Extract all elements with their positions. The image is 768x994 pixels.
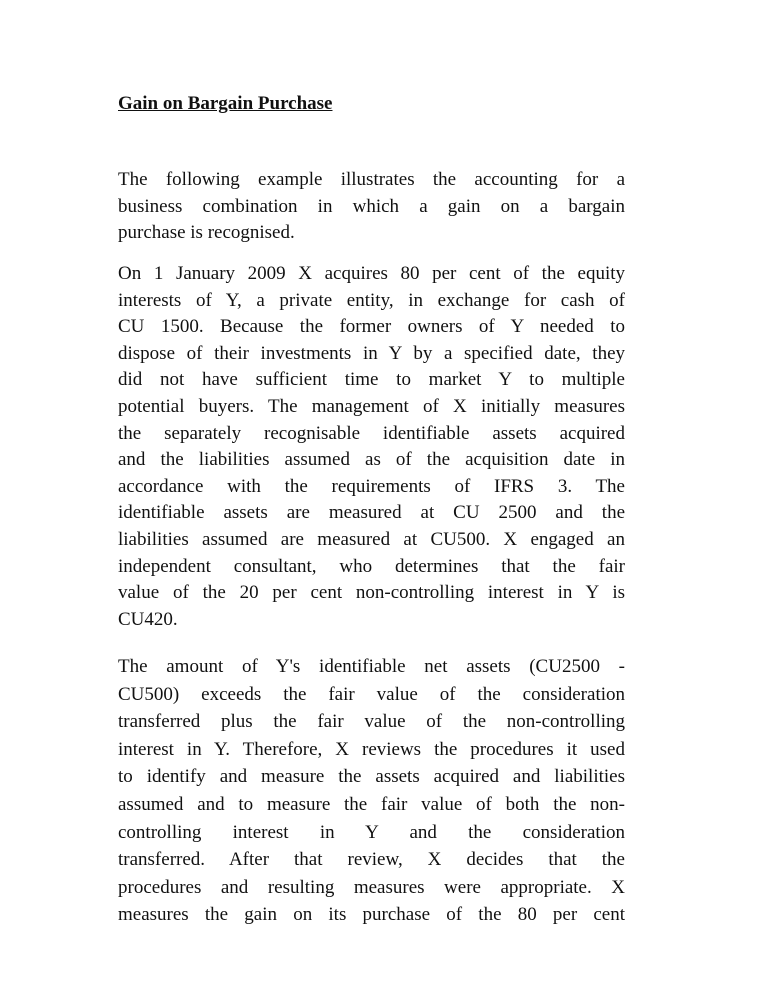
text-line: value of the 20 per cent non-controlling interest in Y is <box>118 582 625 604</box>
text-line: procedures and resulting measures were appropriate. X <box>118 876 625 898</box>
text-line: purchase is recognised. <box>118 222 295 244</box>
text-line: independent consultant, who determines that the fair <box>118 555 625 577</box>
document-title: Gain on Bargain Purchase <box>118 93 333 114</box>
text-line: dispose of their investments in Y by a specified date, they <box>118 342 625 364</box>
paragraph-intro <box>118 167 625 247</box>
text-line: interests of Y, a private entity, in exchange for cash of <box>118 289 625 311</box>
text-line: and the liabilities assumed as of the acquisition date in <box>118 449 625 471</box>
text-line: identifiable assets are measured at CU 2500 and the <box>118 502 625 524</box>
text-line: interest in Y. Therefore, X reviews the procedures it used <box>118 738 625 760</box>
paragraph-analysis <box>118 653 625 929</box>
text-line: On 1 January 2009 X acquires 80 per cent of the equity <box>118 263 625 284</box>
text-line: CU500) exceeds the fair value of the consideration <box>118 683 625 705</box>
text-line: controlling interest in Y and the consideration <box>118 821 625 843</box>
paragraph-scenario <box>118 261 625 633</box>
text-line: assumed and to measure the fair value of both the non- <box>118 793 625 815</box>
text-line: The following example illustrates the accounting for a <box>118 169 625 190</box>
text-line: CU420. <box>118 608 178 630</box>
text-line: accordance with the requirements of IFRS 3. The <box>118 475 625 497</box>
text-line: did not have sufficient time to market Y to multiple <box>118 369 625 391</box>
text-line: The amount of Y's identifiable net assets (CU2500 - <box>118 656 625 677</box>
text-line: measures the gain on its purchase of the 80 per cent <box>118 904 625 926</box>
text-line: to identify and measure the assets acquired and liabilities <box>118 766 625 788</box>
text-line: business combination in which a gain on a bargain <box>118 195 625 217</box>
text-line: CU 1500. Because the former owners of Y needed to <box>118 316 625 338</box>
text-line: the separately recognisable identifiable assets acquired <box>118 422 625 444</box>
text-line: liabilities assumed are measured at CU500. X engaged an <box>118 528 625 550</box>
text-line: transferred. After that review, X decides that the <box>118 849 625 871</box>
text-line: potential buyers. The management of X initially measures <box>118 395 625 417</box>
text-line: transferred plus the fair value of the non-controlling <box>118 711 625 733</box>
